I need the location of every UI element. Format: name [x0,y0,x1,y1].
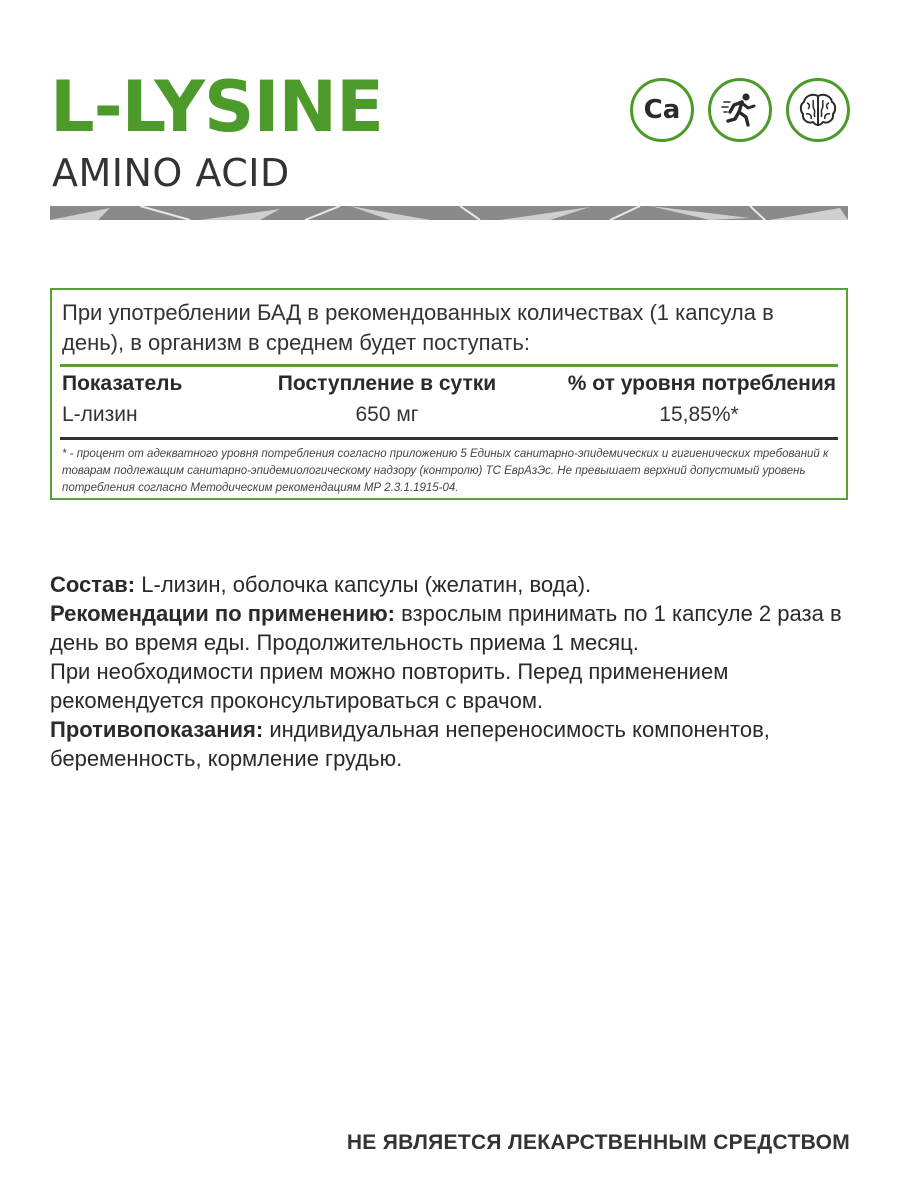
decorative-stripe [50,206,848,220]
product-description [50,570,850,773]
product-subtitle: AMINO ACID [52,151,290,195]
composition-text: L-лизин, оболочка капсулы (желатин, вода). [135,572,592,597]
recommendations-text: взрослым принимать по 1 капсуле 2 раза в день во время еды. Продолжительность приема 1 месяц. [50,601,842,655]
divider [60,437,838,440]
row-indicator: L-лизин [62,403,138,426]
calcium-icon [630,78,694,142]
composition-label: Состав: [50,572,136,597]
calcium-icon-label: Ca [643,95,681,125]
composition [50,570,850,599]
nutrition-info-box [50,288,848,500]
feature-icons [630,78,850,142]
recommendations-label: Рекомендации по применению: [50,601,395,626]
row-percent: 15,85%* [659,403,739,426]
not-a-medicine-disclaimer: НЕ ЯВЛЯЕТСЯ ЛЕКАРСТВЕННЫМ СРЕДСТВОМ [346,1131,850,1154]
column-header-percent: % от уровня потребления [567,372,836,395]
contraindications [50,715,850,773]
product-title: L-LYSINE [50,66,383,148]
row-amount: 650 мг [355,403,419,426]
recommendations-extra: При необходимости прием можно повторить. Перед применением рекомендуется проконсультироваться с врачом. [50,659,729,713]
table-row [62,401,836,429]
brain-icon [786,78,850,142]
column-header-indicator: Показатель [62,372,183,395]
running-man-icon [708,78,772,142]
intake-intro: При употреблении БАД в рекомендованных количествах (1 капсула в день), в организм в среднем будет поступать: [62,300,774,355]
table-header [62,367,836,401]
footnote: * - процент от адекватного уровня потребления согласно приложению 5 Единых санитарно-эпидемических и гигиенических требований к товарам подлежащим санитарно-эпидемиологическому надзору (контролю) ТС ЕврАзЭс. Не превышает верхний допустимый уровень потребления согласно Методическим рекомендациям МР 2.3.1.1915-04. [62,448,829,494]
column-header-daily-intake: Поступление в сутки [277,372,497,395]
recommendations [50,599,850,657]
contraindications-text: индивидуальная непереносимость компонентов, беременность, кормление грудью. [50,717,770,771]
contraindications-label: Противопоказания: [50,717,264,742]
